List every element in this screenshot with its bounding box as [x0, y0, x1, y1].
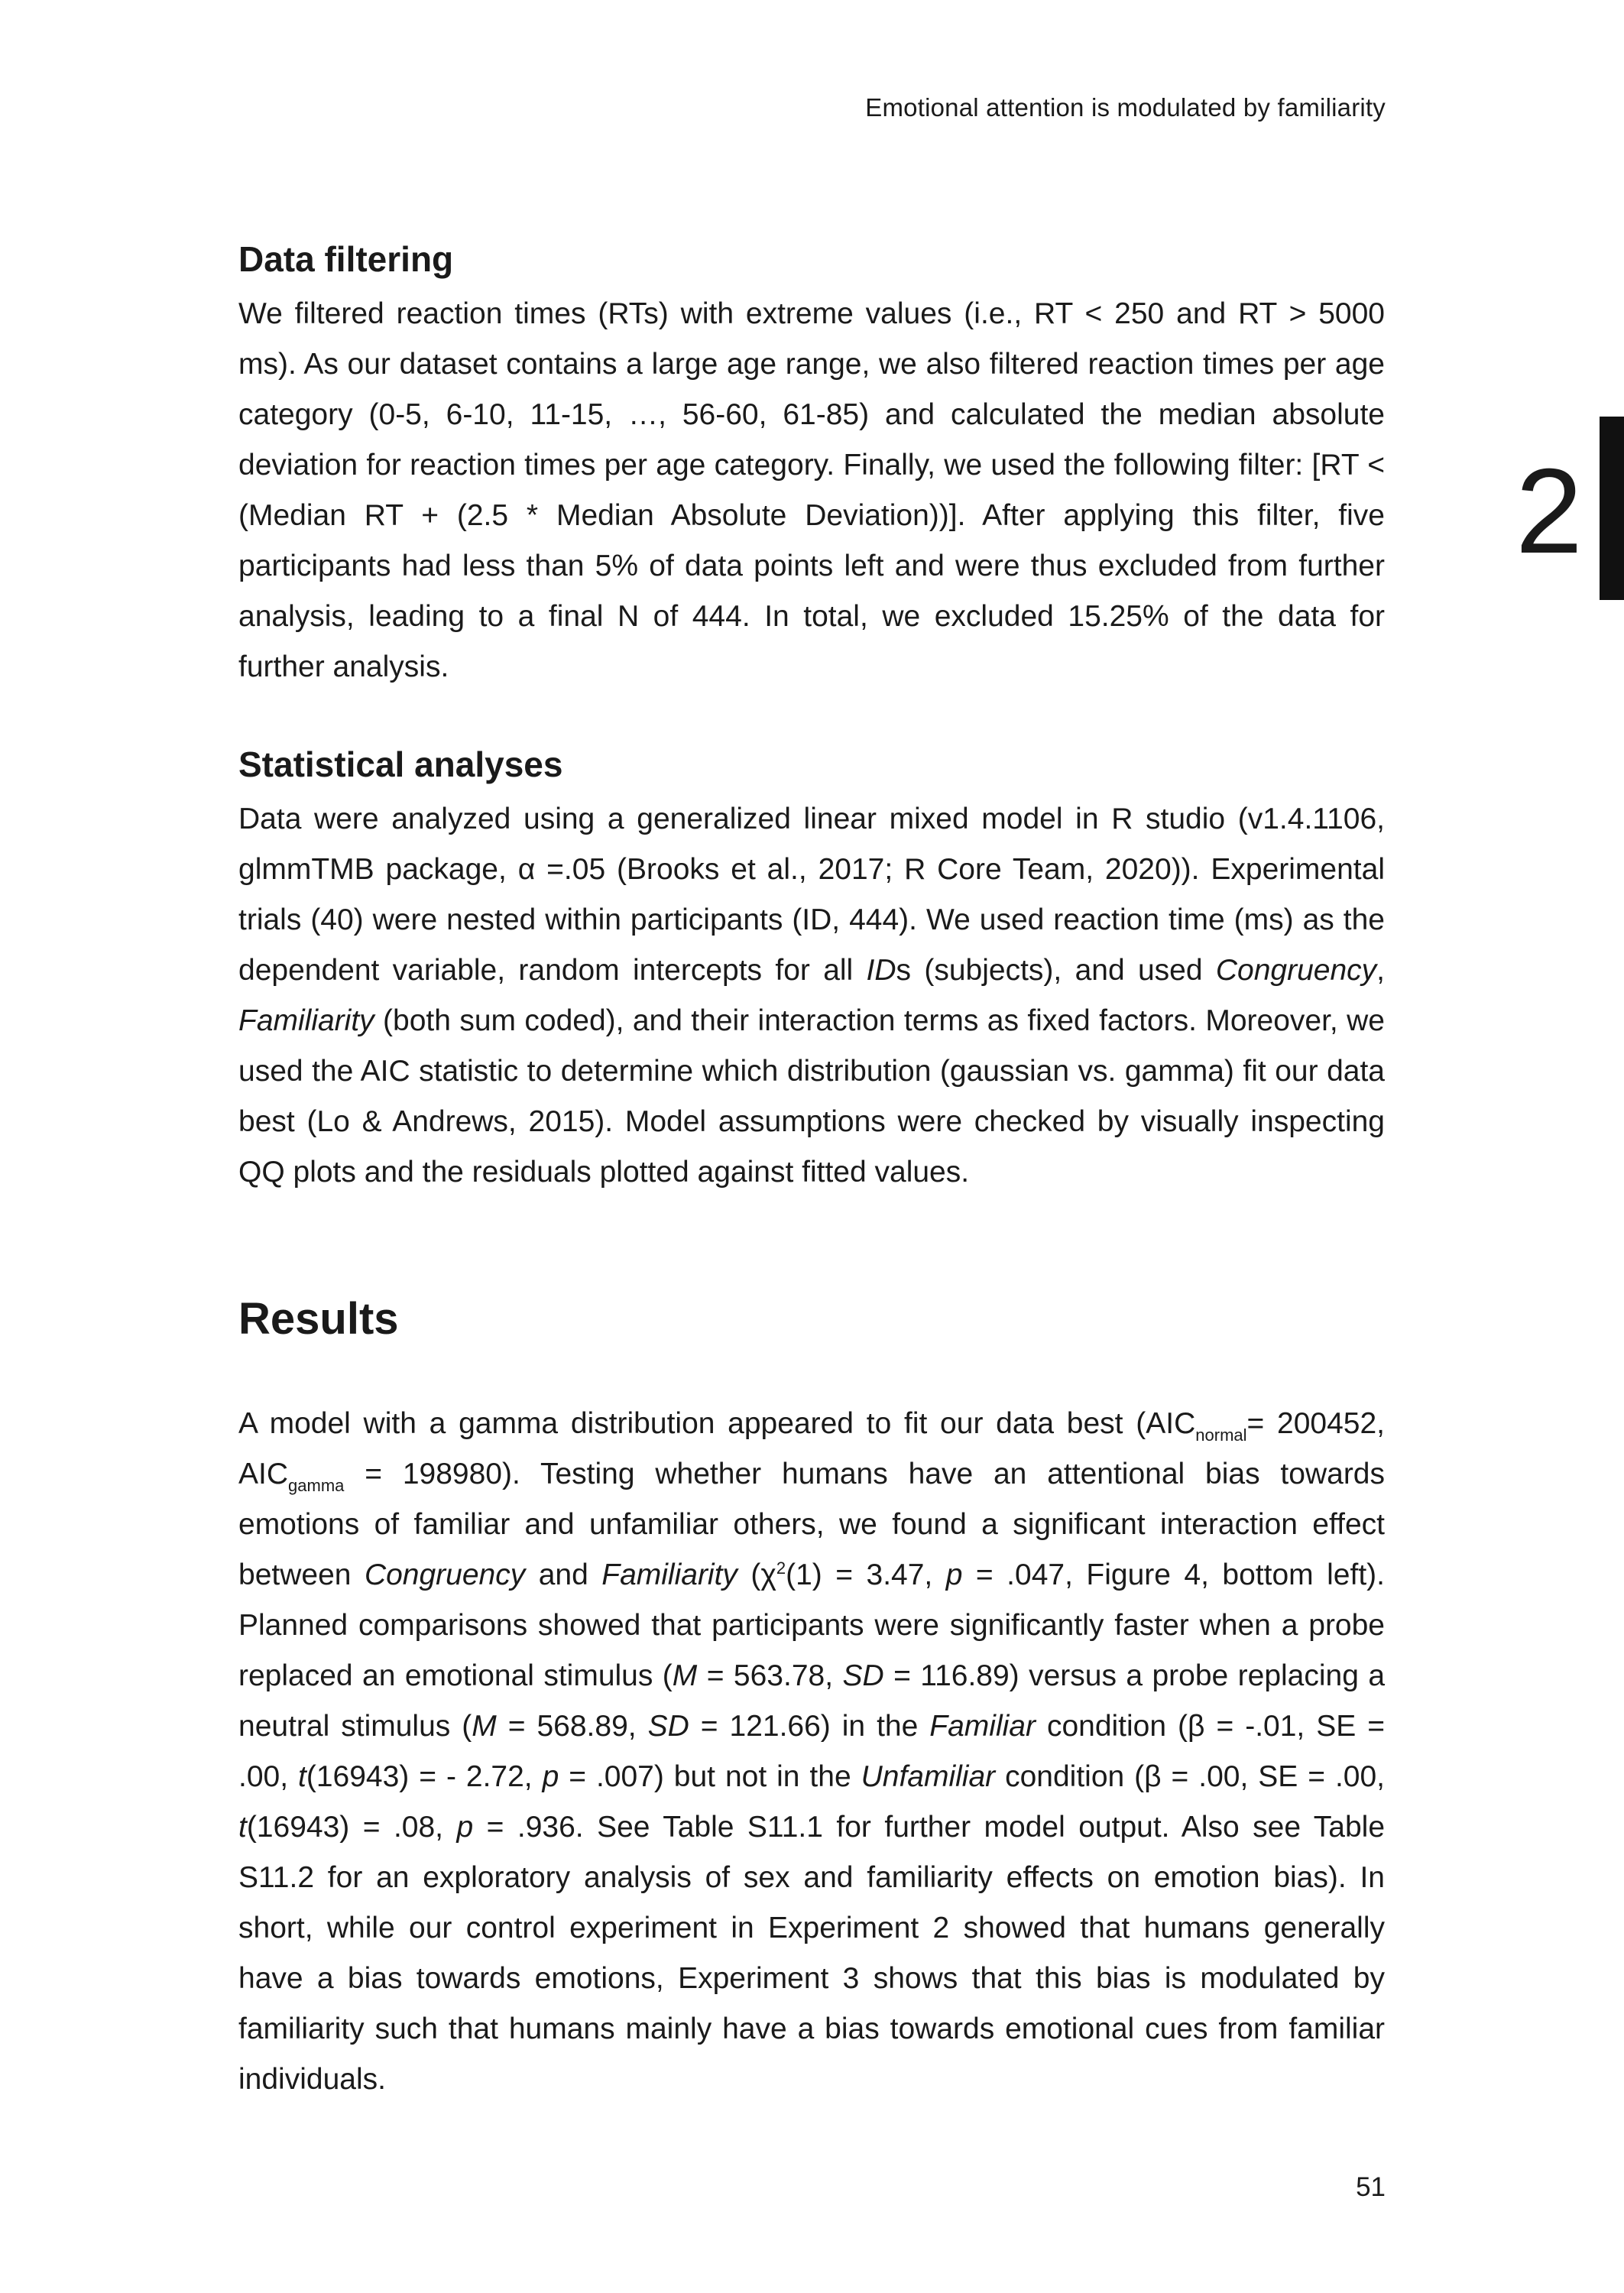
- text-run: = 121.66) in the: [689, 1710, 930, 1743]
- italic-symbol: t: [238, 1811, 247, 1844]
- text-run: A model with a gamma distribution appeared to fit our data best (AIC: [238, 1407, 1196, 1440]
- italic-term: Unfamiliar: [861, 1760, 996, 1793]
- italic-term: ID: [866, 954, 896, 987]
- text-run: (χ: [737, 1558, 776, 1591]
- subscript: gamma: [288, 1476, 345, 1495]
- text-run: and: [525, 1558, 602, 1591]
- italic-symbol: p: [542, 1760, 559, 1793]
- text-run: = 563.78,: [697, 1659, 843, 1692]
- text-run: (16943) = - 2.72,: [306, 1760, 543, 1793]
- text-run: = .047, Figure 4, bottom left). Planned comparisons showed that participants were significantly faster when a probe replaced an emotional stimulus (: [238, 1558, 1385, 1692]
- italic-symbol: SD: [647, 1710, 689, 1743]
- italic-symbol: t: [298, 1760, 306, 1793]
- italic-term: Familiar: [929, 1710, 1036, 1743]
- text-run: (16943) = .08,: [246, 1811, 457, 1844]
- italic-term: Congruency: [1215, 954, 1377, 987]
- chapter-tab-marker: [1600, 417, 1624, 600]
- italic-symbol: M: [472, 1710, 497, 1743]
- chapter-number: 2: [1515, 444, 1583, 579]
- text-run: = 200452, AIC: [238, 1407, 1386, 1490]
- text-run: s (subjects), and used: [896, 954, 1216, 987]
- italic-symbol: p: [945, 1558, 963, 1591]
- italic-term: Congruency: [364, 1558, 526, 1591]
- italic-term: Familiarity: [601, 1558, 737, 1591]
- text-run: (both sum coded), and their interaction terms as fixed factors. Moreover, we used the AIC statistic to determine which distribution (gaussian vs. gamma) fit our data best (Lo & Andrews, 2015). Model assumptions were checked by visually inspecting QQ plots and the residuals plotted against fitted values.: [238, 1004, 1385, 1189]
- text-run: = 568.89,: [496, 1710, 648, 1743]
- paragraph-results: [238, 1399, 1385, 2105]
- page-number: 51: [1356, 2172, 1386, 2202]
- section-heading-statistical-analyses: Statistical analyses: [238, 744, 563, 784]
- text-run: condition (β = .00, SE = .00,: [995, 1760, 1385, 1793]
- section-heading-data-filtering: Data filtering: [238, 239, 454, 279]
- superscript: 2: [776, 1558, 786, 1578]
- paragraph-data-filtering: We filtered reaction times (RTs) with extreme values (i.e., RT < 250 and RT > 5000 ms). As our dataset contains a large age range, we also filtered reaction times per age category (0-5, 6-10, 11-15, …, 56-60, 61-85) and calculated the median absolute deviation for reaction times per age category. Finally, we used the following filter: [RT < (Median RT + (2.5 * Median Absolute Deviation))]. After applying this filter, five participants had less than 5% of data points left and were thus excluded from further analysis, leading to a final N of 444. In total, we excluded 15.25% of the data for further analysis.: [238, 297, 1385, 683]
- text-run: = 198980). Testing whether humans have an attentional bias towards emotions of familiar and unfamiliar others, we found a significant interaction effect between: [238, 1458, 1385, 1591]
- running-header: Emotional attention is modulated by familiarity: [865, 93, 1386, 122]
- text-run: condition (β = -.01, SE = .00,: [238, 1710, 1386, 1793]
- italic-symbol: M: [672, 1659, 698, 1692]
- italic-term: Familiarity: [238, 1004, 374, 1037]
- italic-symbol: SD: [842, 1659, 884, 1692]
- text-run: (1) = 3.47,: [786, 1558, 946, 1591]
- italic-symbol: p: [456, 1811, 474, 1844]
- paragraph-statistical-analyses: [238, 794, 1385, 1198]
- section-heading-results: Results: [238, 1294, 399, 1344]
- text-run: ,: [1376, 954, 1385, 987]
- text-run: Data were analyzed using a generalized linear mixed model in R studio (v1.4.1106, glmmTMB package, α =.05 (Brooks et al., 2017; R Core Team, 2020)). Experimental trials (40) were nested within participants (ID, 444). We used reaction time (ms) as the dependent variable, random intercepts for all: [238, 803, 1385, 987]
- text-run: = 116.89) versus a probe replacing a neutral stimulus (: [238, 1659, 1386, 1743]
- text-run: = .007) but not in the: [559, 1760, 861, 1793]
- text-run: = .936. See Table S11.1 for further model output. Also see Table S11.2 for an exploratory analysis of sex and familiarity effects on emotion bias). In short, while our control experiment in Experiment 2 showed that humans generally have a bias towards emotions, Experiment 3 shows that this bias is modulated by familiarity such that humans mainly have a bias towards emotional cues from familiar individuals.: [238, 1811, 1386, 2096]
- subscript: normal: [1195, 1425, 1247, 1445]
